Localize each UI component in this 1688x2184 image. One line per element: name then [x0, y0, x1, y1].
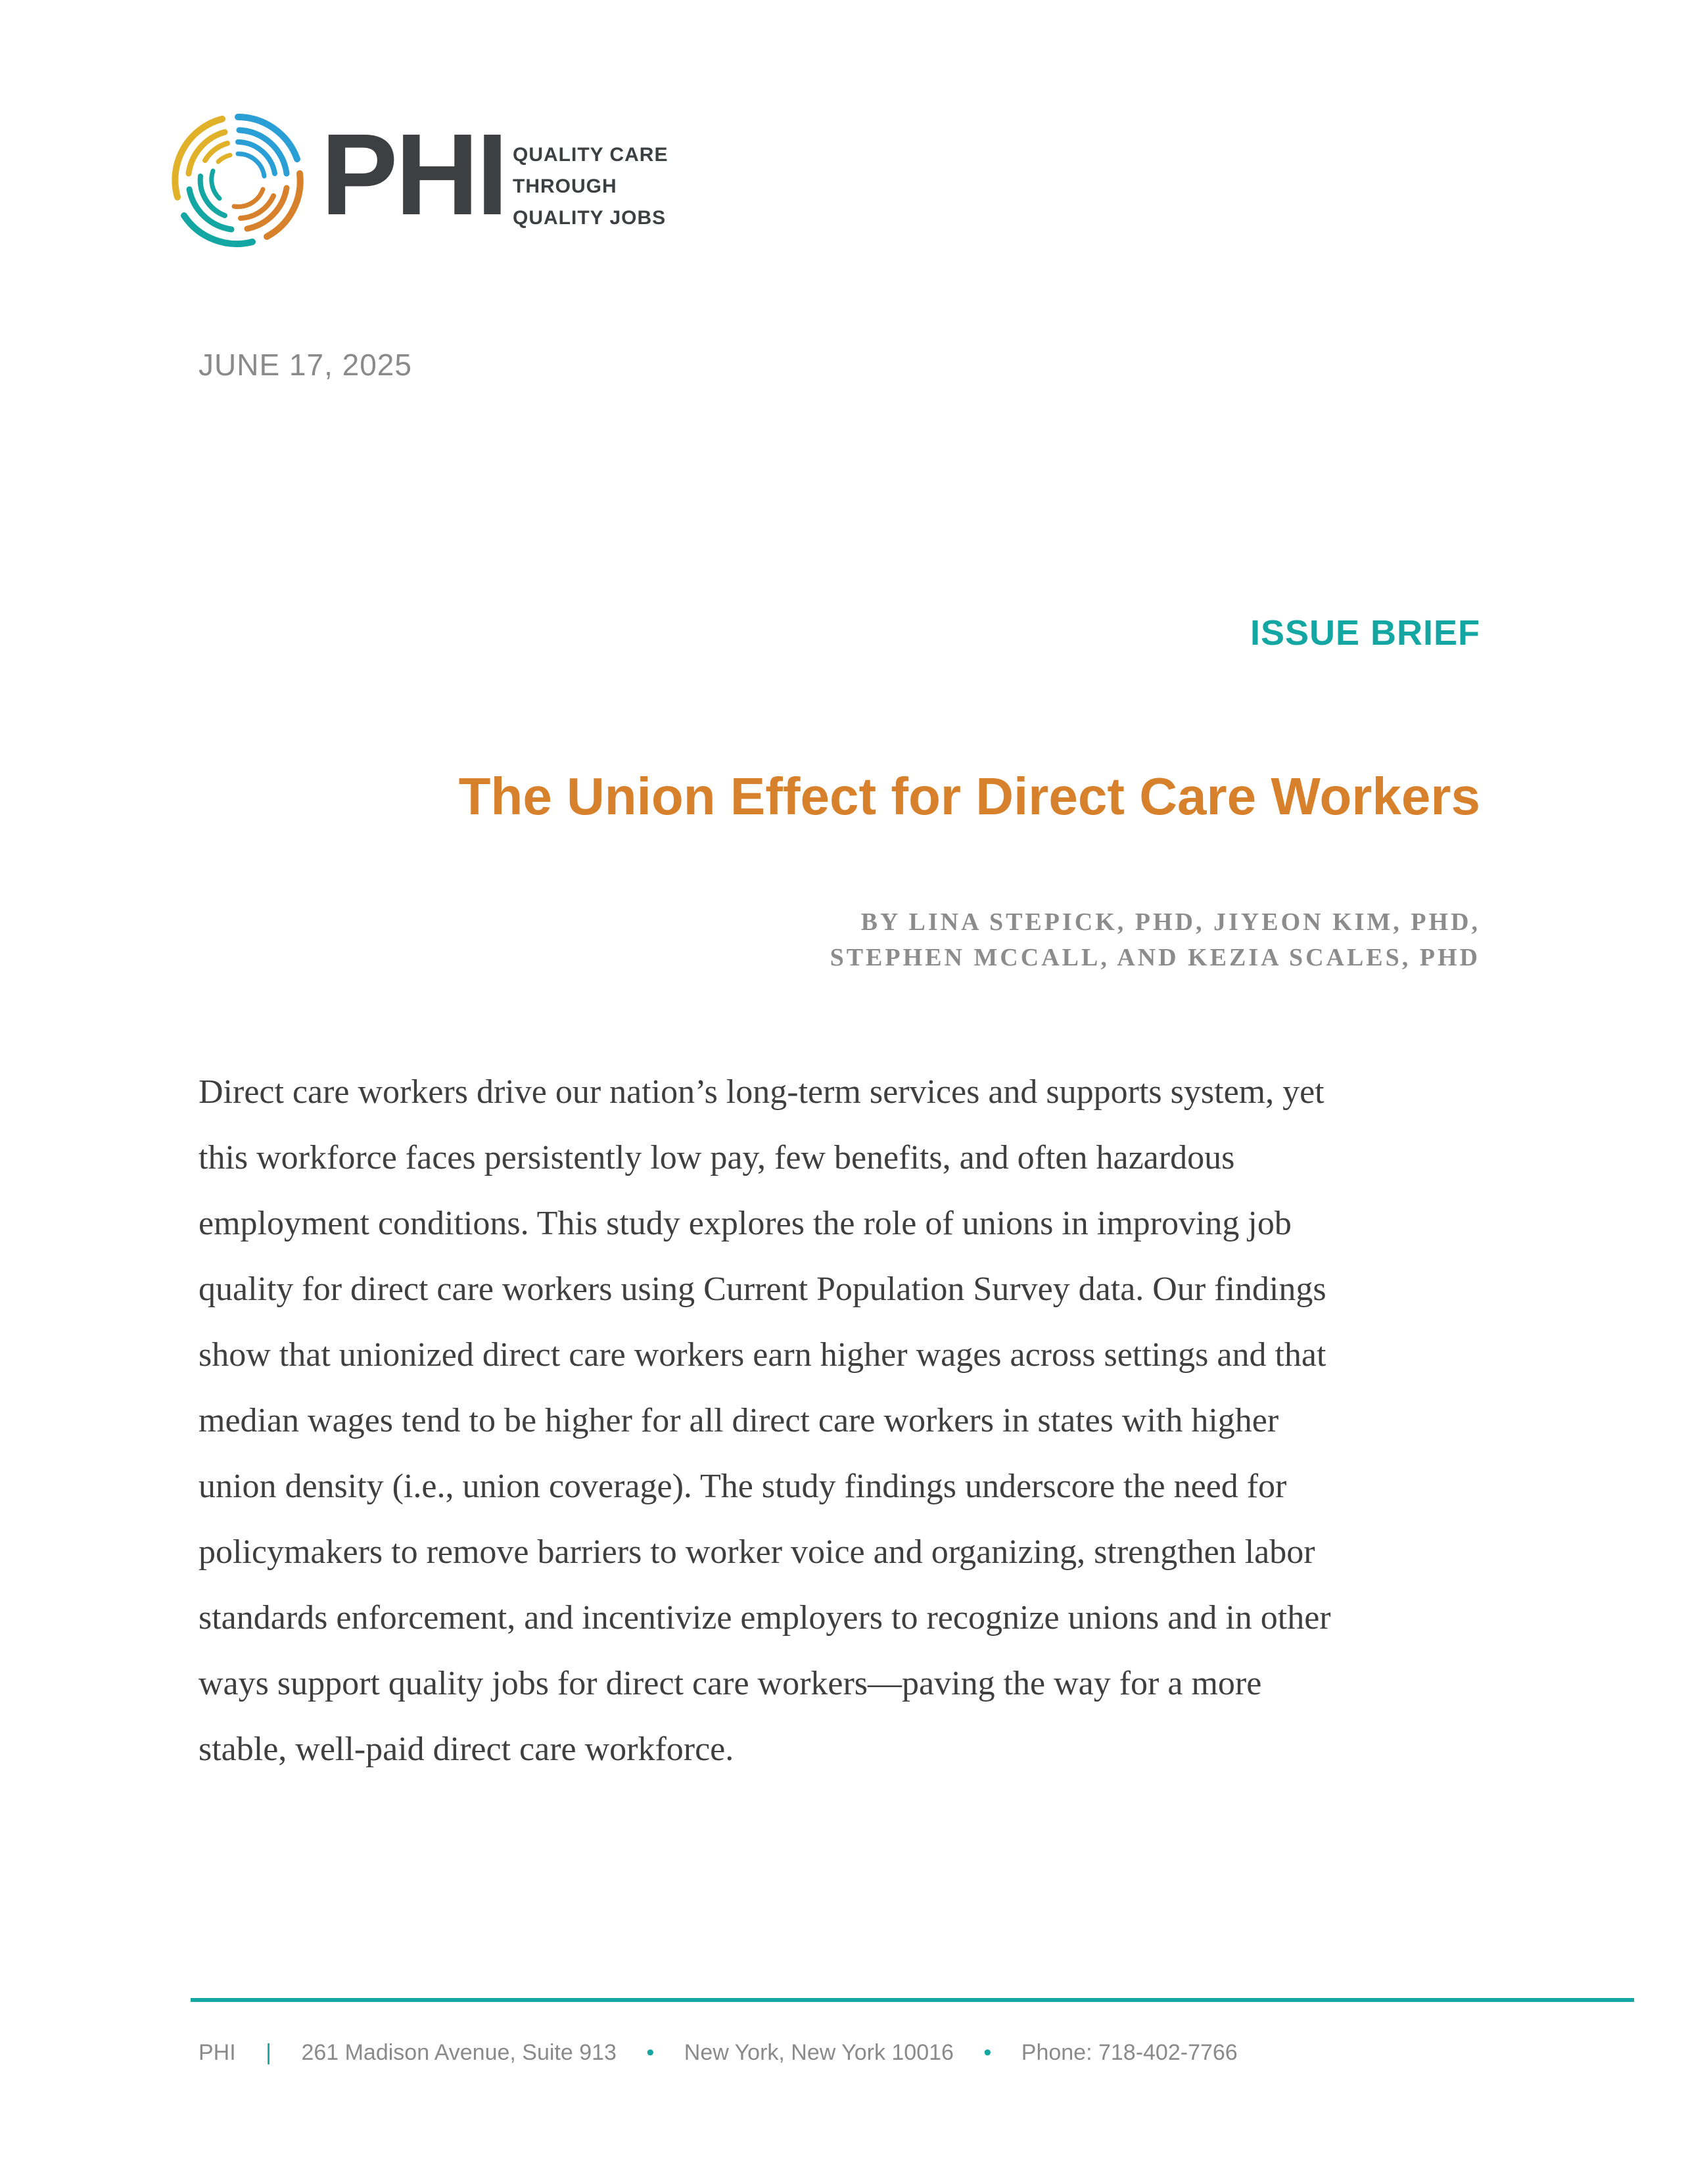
abstract-line: policymakers to remove barriers to worker voice and organizing, strengthen labor [199, 1533, 1315, 1571]
footer-city: New York, New York 10016 [684, 2040, 954, 2065]
author-line: BY LINA STEPICK, PHD, JIYEON KIM, PHD, [860, 908, 1480, 936]
abstract-paragraph [199, 1059, 1487, 1782]
abstract-line: Direct care workers drive our nation’s long-term services and supports system, yet [199, 1073, 1325, 1111]
footer-separator: | [266, 2040, 271, 2065]
abstract-line: this workforce faces persistently low pay, few benefits, and often hazardous [199, 1139, 1235, 1176]
abstract-line: employment conditions. This study explores the role of unions in improving job [199, 1205, 1292, 1242]
footer-org: PHI [199, 2040, 236, 2065]
abstract-line: quality for direct care workers using Current Population Survey data. Our findings [199, 1270, 1326, 1308]
abstract-line: union density (i.e., union coverage). The study findings underscore the need for [199, 1468, 1287, 1505]
footer-contact [199, 2040, 1238, 2066]
logo-tagline-line: THROUGH [513, 175, 617, 197]
footer-phone: Phone: 718-402-7766 [1021, 2040, 1238, 2065]
footer-address: 261 Madison Avenue, Suite 913 [301, 2040, 617, 2065]
publication-date: JUNE 17, 2025 [199, 348, 412, 382]
footer-divider [191, 1998, 1634, 2002]
abstract-line: ways support quality jobs for direct care workers—paving the way for a more [199, 1665, 1262, 1702]
page-title: The Union Effect for Direct Care Workers [458, 767, 1480, 825]
phi-logo [168, 110, 694, 255]
logo-wordmark: PHI [321, 110, 506, 239]
logo-tagline [513, 139, 710, 234]
concentric-rings-logo-icon [168, 110, 308, 250]
logo-tagline-line: QUALITY CARE [513, 144, 668, 166]
footer-bullet: • [646, 2040, 655, 2065]
footer-bullet: • [983, 2040, 992, 2065]
abstract-line: median wages tend to be higher for all direct care workers in states with higher [199, 1402, 1279, 1439]
document-type-label: ISSUE BRIEF [1250, 613, 1480, 653]
abstract-line: stable, well-paid direct care workforce. [199, 1731, 734, 1768]
author-byline [830, 904, 1480, 975]
abstract-line: standards enforcement, and incentivize employers to recognize unions and in other [199, 1599, 1331, 1637]
logo-tagline-line: QUALITY JOBS [513, 207, 667, 229]
author-line: STEPHEN MCCALL, AND KEZIA SCALES, PHD [830, 944, 1480, 971]
abstract-line: show that unionized direct care workers earn higher wages across settings and that [199, 1336, 1326, 1374]
